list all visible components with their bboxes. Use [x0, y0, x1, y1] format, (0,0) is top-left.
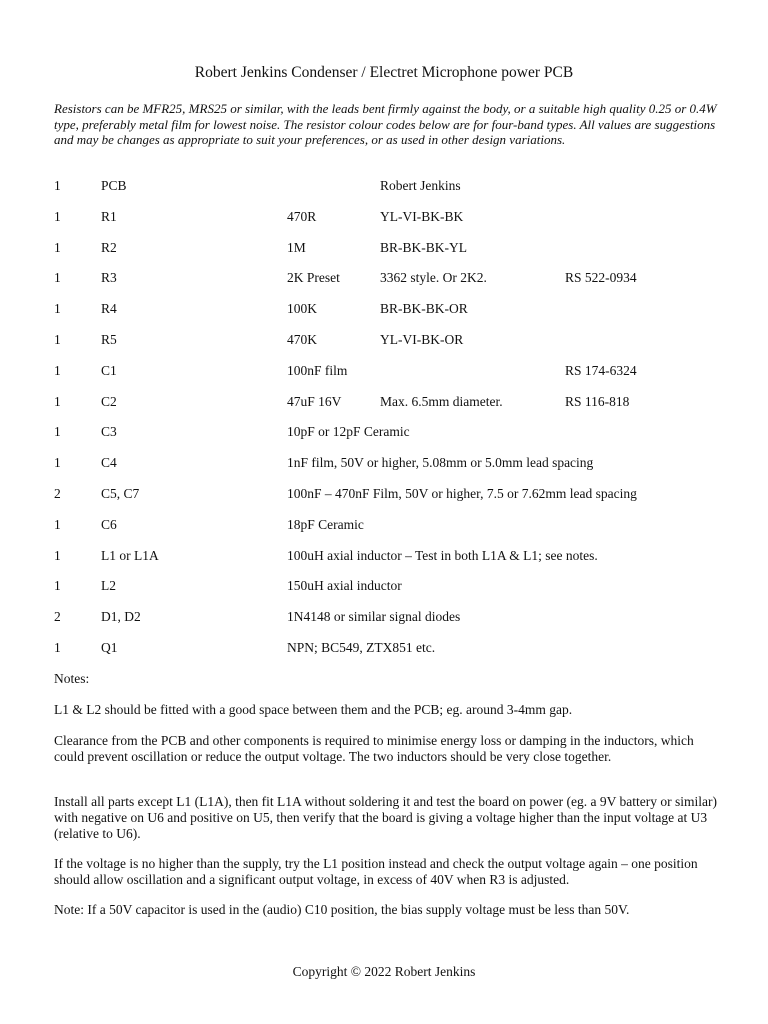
part-ref: L2: [101, 578, 116, 594]
notes-heading: Notes:: [54, 671, 90, 686]
part-value: 100uH axial inductor – Test in both L1A & L1; see notes.: [287, 547, 598, 563]
part-qty: 1: [54, 639, 61, 655]
part-qty: 1: [54, 393, 61, 409]
note-paragraph: Install all parts except L1 (L1A), then fit L1A without soldering it and test the board on power (eg. a 9V battery or similar) with negative on U6 and positive on U5, then verify that the board is giving a voltage higher than the input voltage at U3 (relative to U6).: [54, 794, 717, 841]
parts-row: [0, 486, 768, 517]
part-ref: C6: [101, 516, 117, 532]
parts-row: [0, 394, 768, 425]
part-ref: R1: [101, 208, 117, 224]
part-value: 100nF film: [287, 362, 348, 378]
part-rs-code: RS 522-0934: [565, 270, 637, 286]
part-qty: 1: [54, 516, 61, 532]
parts-row: [0, 240, 768, 271]
part-ref: L1 or L1A: [101, 547, 159, 563]
part-qty: 1: [54, 239, 61, 255]
part-qty: 1: [54, 331, 61, 347]
part-ref: D1, D2: [101, 609, 141, 625]
part-note: 3362 style. Or 2K2.: [380, 270, 487, 286]
part-note: YL-VI-BK-OR: [380, 331, 464, 347]
parts-row: [0, 363, 768, 394]
part-ref: R4: [101, 301, 117, 317]
parts-row: [0, 332, 768, 363]
part-note: Max. 6.5mm diameter.: [380, 393, 503, 409]
part-qty: 1: [54, 270, 61, 286]
part-qty: 1: [54, 301, 61, 317]
part-value: 100K: [287, 301, 317, 317]
part-note: Robert Jenkins: [380, 178, 461, 193]
part-qty: 2: [54, 485, 61, 501]
note-paragraph: Note: If a 50V capacitor is used in the (audio) C10 position, the bias supply voltage must be less than 50V.: [54, 902, 630, 917]
parts-row: [0, 301, 768, 332]
part-ref: R2: [101, 239, 117, 255]
part-value: 2K Preset: [287, 270, 340, 286]
part-qty: 1: [54, 424, 61, 440]
part-ref: C3: [101, 424, 117, 440]
part-value: 470K: [287, 331, 317, 347]
part-qty: 1: [54, 547, 61, 563]
parts-row: [0, 640, 768, 671]
parts-row: [0, 578, 768, 609]
part-qty: 2: [54, 609, 61, 625]
part-qty: 1: [54, 455, 61, 471]
intro-paragraph: Resistors can be MFR25, MRS25 or similar, with the leads bent firmly against the body, or a suitable high quality 0.25 or 0.4W type, preferably metal film for lowest noise. The resistor colour codes below are for four-band types. All values are suggestions and may be changes as appropriate to suit your preferences, or as used in other design variations.: [54, 101, 717, 147]
parts-row: [0, 424, 768, 455]
part-ref: C2: [101, 393, 117, 409]
part-value: 100nF – 470nF Film, 50V or higher, 7.5 or 7.62mm lead spacing: [287, 485, 637, 501]
parts-list: [0, 178, 768, 671]
copyright-footer: Copyright © 2022 Robert Jenkins: [292, 964, 476, 979]
part-ref: Q1: [101, 639, 118, 655]
part-rs-code: RS 174-6324: [565, 362, 637, 378]
part-ref: C1: [101, 362, 117, 378]
part-qty: 1: [54, 178, 61, 193]
part-qty: 1: [54, 362, 61, 378]
note-paragraph: Clearance from the PCB and other components is required to minimise energy loss or damping in the inductors, which could prevent oscillation or reduce the output voltage. The two inductors should be very close together.: [54, 733, 694, 764]
note-paragraph: If the voltage is no higher than the supply, try the L1 position instead and check the output voltage again – one position should allow oscillation and a significant output voltage, in excess of 40V when R3 is adjusted.: [54, 856, 698, 887]
part-ref: R5: [101, 331, 117, 347]
part-note: BR-BK-BK-OR: [380, 301, 468, 317]
parts-row: [0, 517, 768, 548]
part-qty: 1: [54, 578, 61, 594]
part-value: 47uF 16V: [287, 393, 342, 409]
part-value: 1M: [287, 239, 306, 255]
part-rs-code: RS 116-818: [565, 393, 630, 409]
part-value: 470R: [287, 208, 317, 224]
part-value: 150uH axial inductor: [287, 578, 402, 594]
part-value: 1nF film, 50V or higher, 5.08mm or 5.0mm lead spacing: [287, 455, 594, 471]
page-title: Robert Jenkins Condenser / Electret Microphone power PCB: [194, 64, 574, 81]
part-value: NPN; BC549, ZTX851 etc.: [287, 639, 436, 655]
part-ref: PCB: [101, 178, 127, 193]
part-note: BR-BK-BK-YL: [380, 239, 467, 255]
parts-row: [0, 270, 768, 301]
part-value: 10pF or 12pF Ceramic: [287, 424, 410, 440]
note-paragraph: L1 & L2 should be fitted with a good space between them and the PCB; eg. around 3-4mm gap.: [54, 702, 573, 717]
part-ref: R3: [101, 270, 117, 286]
parts-row: [0, 178, 768, 209]
part-value: 1N4148 or similar signal diodes: [287, 609, 461, 625]
parts-row: [0, 455, 768, 486]
part-value: 18pF Ceramic: [287, 516, 364, 532]
parts-row: [0, 209, 768, 240]
parts-row: [0, 609, 768, 640]
part-ref: C5, C7: [101, 485, 140, 501]
part-note: YL-VI-BK-BK: [380, 208, 464, 224]
part-qty: 1: [54, 208, 61, 224]
part-ref: C4: [101, 455, 117, 471]
parts-row: [0, 548, 768, 579]
